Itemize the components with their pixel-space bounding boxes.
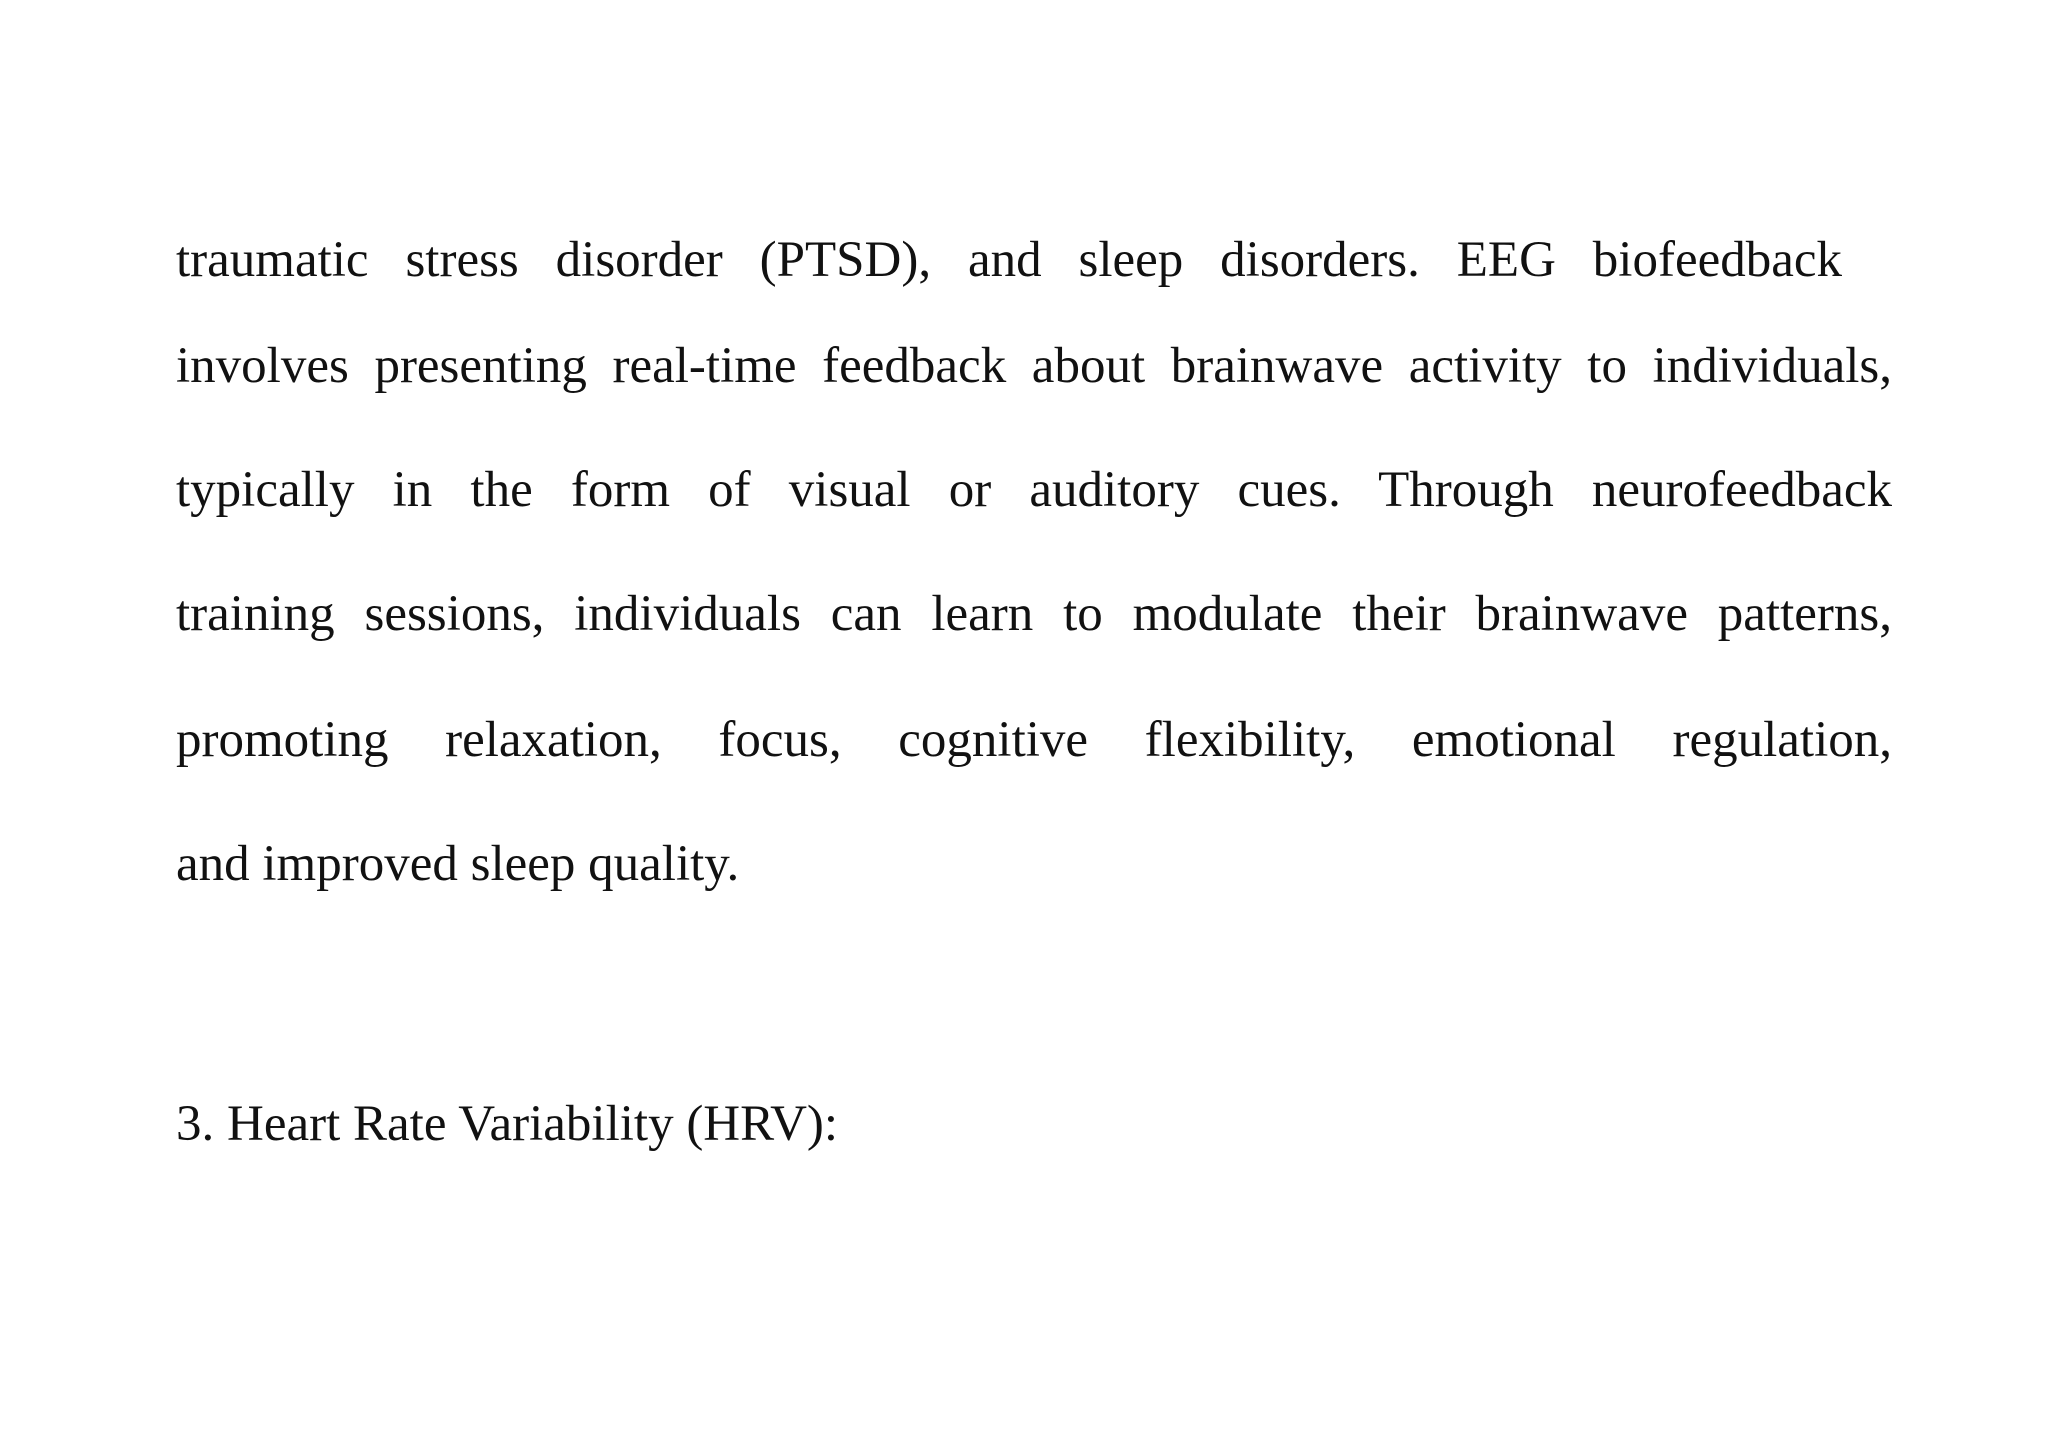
paragraph-line: training sessions, individuals can learn to modulate their brainwave patterns,	[176, 586, 1892, 642]
section-heading: 3. Heart Rate Variability (HRV):	[176, 1096, 839, 1152]
paragraph-line: involves presenting real-time feedback about brainwave activity to individuals,	[176, 338, 1892, 394]
paragraph-line: traumatic stress disorder (PTSD), and sleep disorders. EEG biofeedback	[176, 232, 1842, 288]
paragraph-line: promoting relaxation, focus, cognitive flexibility, emotional regulation,	[176, 712, 1892, 768]
paragraph-line: typically in the form of visual or auditory cues. Through neurofeedback	[176, 462, 1892, 518]
paragraph-line: and improved sleep quality.	[176, 836, 740, 892]
